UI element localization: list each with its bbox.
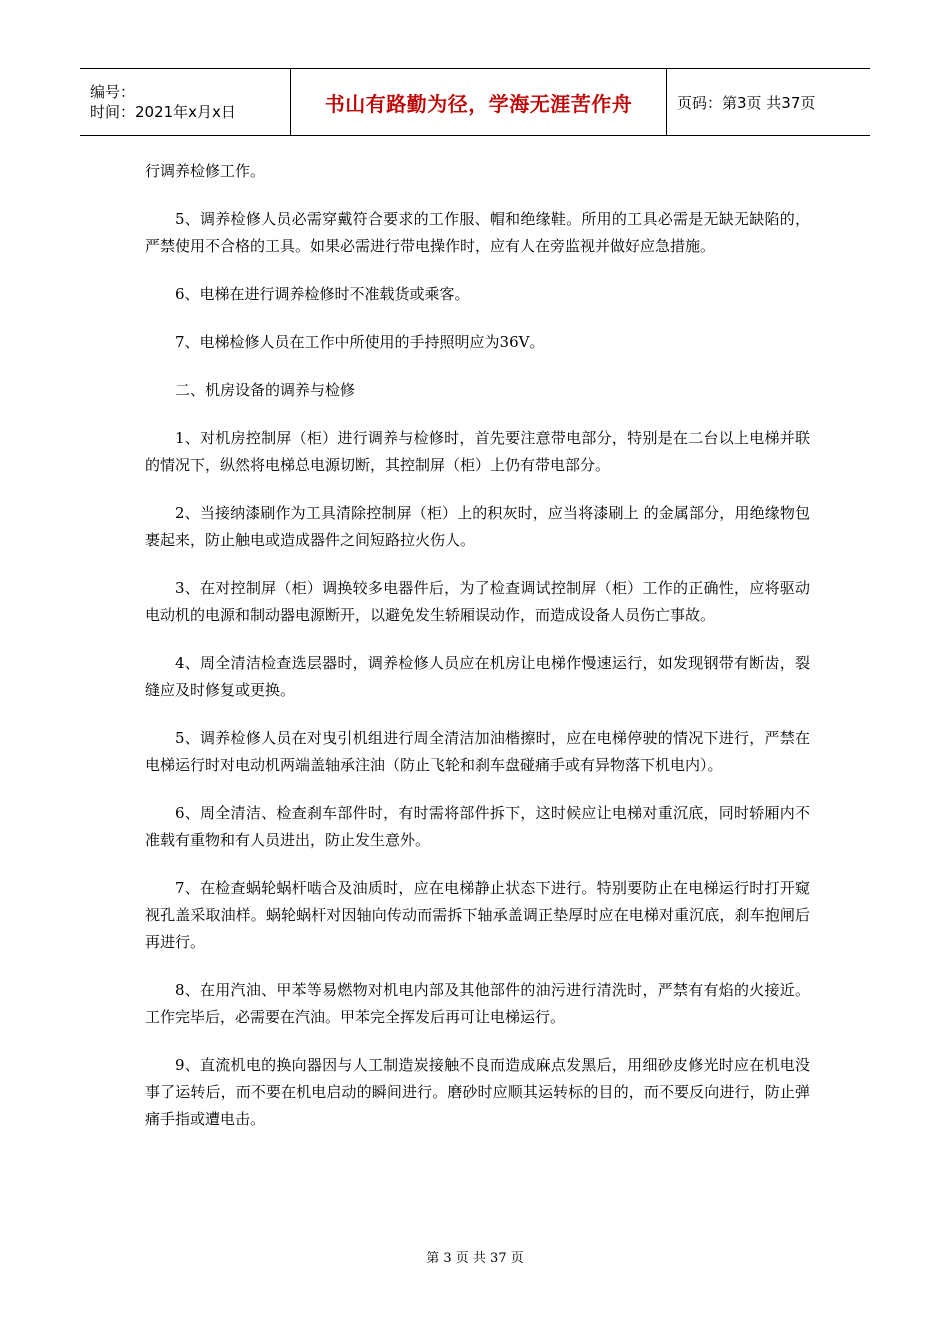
paragraph: 7、电梯检修人员在工作中所使用的手持照明应为36V。 — [175, 333, 545, 351]
paragraph: 8、在用汽油、甲苯等易燃物对机电内部及其他部件的油污进行清洗时，严禁有有焰的火接近。工作完毕后，必需要在汽油。甲苯完全挥发后再可让电梯运行。 — [145, 981, 810, 1026]
paragraph: 6、电梯在进行调养检修时不准载货或乘客。 — [175, 285, 470, 303]
paragraph: 行调养检修工作。 — [145, 162, 266, 180]
paragraph: 6、周全清洁、检查刹车部件时，有时需将部件拆下，这时候应让电梯对重沉底，同时轿厢内不准载有重物和有人员进出，防止发生意外。 — [145, 804, 810, 849]
paragraph: 3、在对控制屏（柜）调换较多电器件后，为了检查调试控制屏（柜）工作的正确性，应将驱动电动机的电源和制动器电源断开，以避免发生轿厢误动作，而造成设备人员伤亡事故。 — [145, 579, 810, 624]
paragraph: 5、调养检修人员必需穿戴符合要求的工作服、帽和绝缘鞋。所用的工具必需是无缺无缺陷的，严禁使用不合格的工具。如果必需进行带电操作时，应有人在旁监视并做好应急措施。 — [145, 210, 810, 255]
paragraph: 2、当接纳漆刷作为工具清除控制屏（柜）上的积灰时，应当将漆刷上 的金属部分，用绝缘物包裹起来，防止触电或造成器件之间短路拉火伤人。 — [145, 504, 810, 549]
document-number-label: 编号： — [90, 83, 136, 101]
document-date: 时间：2021年x月x日 — [90, 103, 236, 121]
header-page-info: 页码：第3页 共37页 — [677, 93, 816, 112]
section-heading: 二、机房设备的调养与检修 — [175, 381, 356, 399]
document-body — [145, 158, 810, 1154]
paragraph: 7、在检查蜗轮蜗杆啮合及油质时，应在电梯静止状态下进行。特别要防止在电梯运行时打开窥视孔盖采取油样。蜗轮蜗杆对因轴向传动而需拆下轴承盖调正垫厚时应在电梯对重沉底，刹车抱闸后再进行。 — [145, 879, 810, 951]
header-motto: 书山有路勤为径，学海无涯苦作舟 — [291, 69, 667, 136]
paragraph: 5、调养检修人员在对曳引机组进行周全清洁加油楷擦时，应在电梯停驶的情况下进行，严禁在电梯运行时对电动机两端盖轴承注油（防止飞轮和刹车盘碰痛手或有异物落下机电内）。 — [145, 729, 810, 774]
paragraph: 4、周全清洁检查选层器时，调养检修人员应在机房让电梯作慢速运行，如发现钢带有断齿，裂缝应及时修复或更换。 — [145, 654, 810, 699]
paragraph: 9、直流机电的换向器因与人工制造炭接触不良而造成麻点发黑后，用细砂皮修光时应在机电没事了运转后，而不要在机电启动的瞬间进行。磨砂时应顺其运转标的目的，而不要反向进行，防止弹痛手指或遭电击。 — [145, 1056, 810, 1128]
paragraph: 1、对机房控制屏（柜）进行调养与检修时，首先要注意带电部分，特别是在二台以上电梯并联的情况下，纵然将电梯总电源切断，其控制屏（柜）上仍有带电部分。 — [145, 429, 810, 474]
page-header — [80, 68, 870, 136]
page-footer: 第 3 页 共 37 页 — [426, 1251, 524, 1266]
header-meta — [80, 69, 291, 136]
